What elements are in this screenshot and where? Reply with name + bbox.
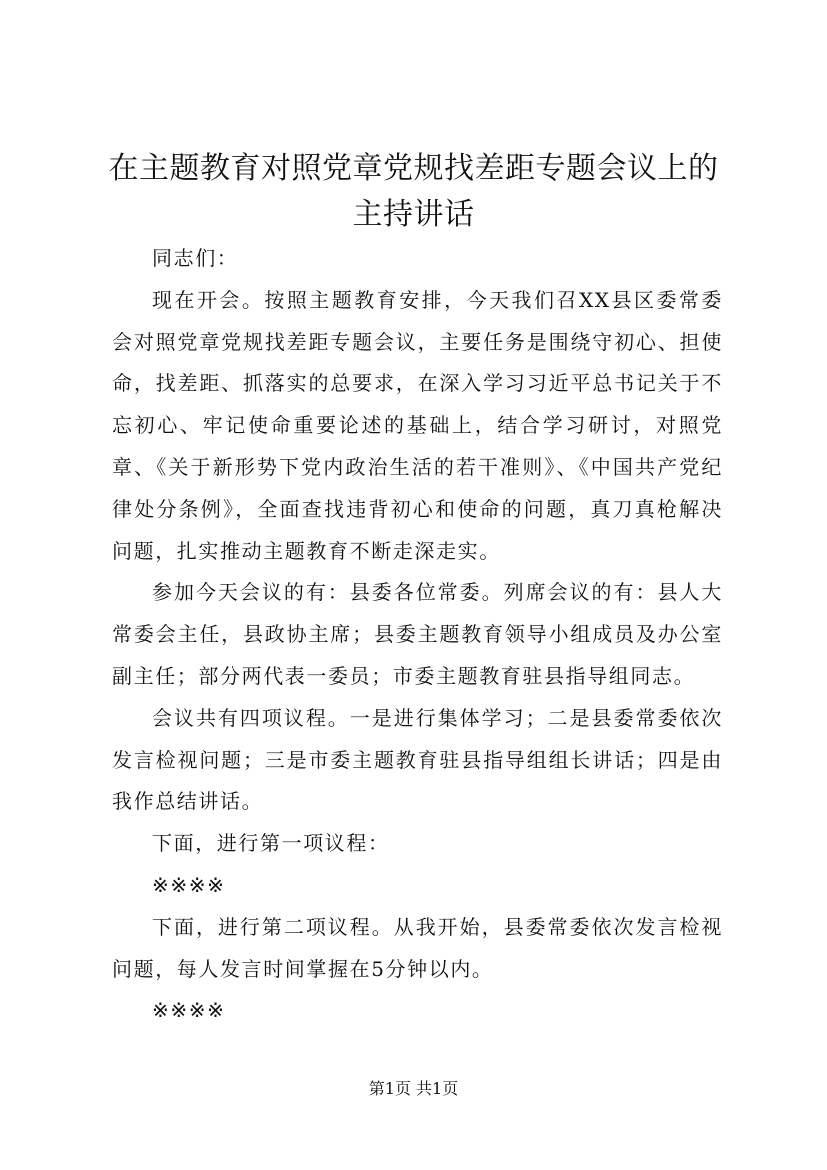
paragraph-first-item: 下面，进行第一项议程： — [152, 831, 390, 856]
page-footer: 第1页 共1页 — [368, 1079, 459, 1098]
paragraph-agenda: 会议共有四项议程。一是进行集体学习；二是县委常委依次发言检视问题；三是市委主题教育驻县指导组组长讲话；四是由我作总结讲话。 — [112, 705, 723, 814]
title-line-1: 在主题教育对照党章党规找差距专题会议上的 — [108, 151, 719, 186]
title-line-2: 主持讲话 — [352, 197, 475, 232]
paragraph-salutation: 同志们： — [152, 246, 239, 270]
paragraph-second-item: 下面，进行第二项议程。从我开始，县委常委依次发言检视问题，每人发言时间掌握在5分钟以内。 — [112, 914, 723, 981]
document-body — [112, 238, 723, 1032]
paragraph-placeholder-2: ※※※※ — [152, 998, 226, 1023]
paragraph-attendees: 参加今天会议的有：县委各位常委。列席会议的有：县人大常委会主任，县政协主席；县委主题教育领导小组成员及办公室副主任；部分两代表一委员；市委主题教育驻县指导组同志。 — [112, 580, 723, 688]
document-title — [100, 146, 727, 238]
paragraph-opening: 现在开会。按照主题教育安排，今天我们召XX县区委常委会对照党章党规找差距专题会议，主要任务是围绕守初心、担使命，找差距、抓落实的总要求，在深入学习习近平总书记关于不忘初心、牢记使命重要论述的基础上，结合学习研讨，对照党章、《关于新形势下党内政治生活的若干准则》、《中国共产党纪律处分条例》，全面查找违背初心和使命的问题，真刀真枪解决问题，扎实推动主题教育不断走深走实。 — [112, 287, 723, 563]
paragraph-placeholder-1: ※※※※ — [152, 872, 226, 897]
